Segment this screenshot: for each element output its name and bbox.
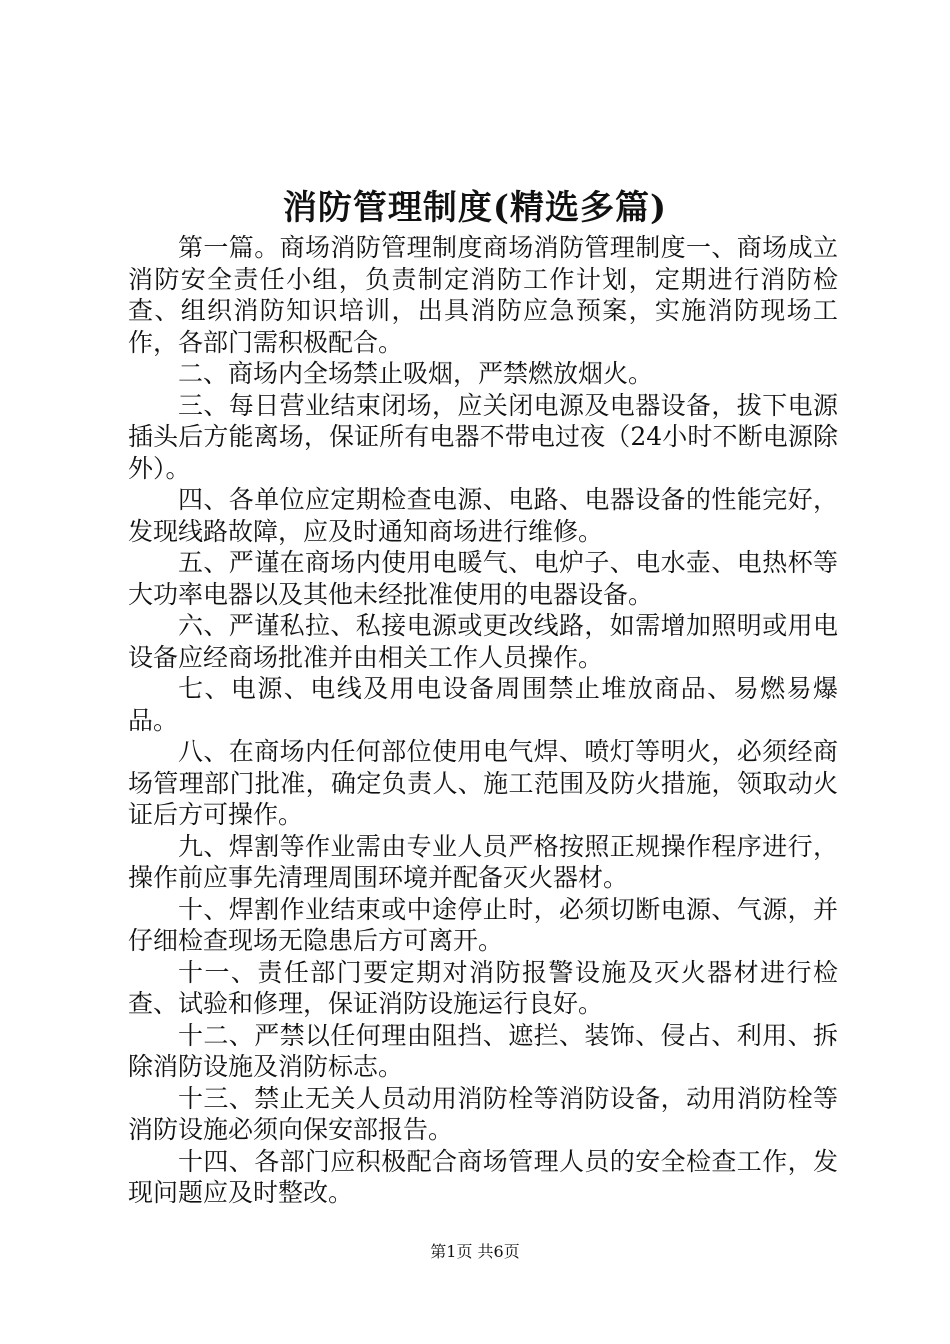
page-footer: 第1页 共6页 <box>430 1242 520 1261</box>
paragraph: 十二、严禁以任何理由阻挡、遮拦、装饰、侵占、利用、拆除消防设施及消防标志。 <box>128 1020 838 1081</box>
paragraph: 第一篇。商场消防管理制度商场消防管理制度一、商场成立消防安全责任小组，负责制定消防工作计划，定期进行消防检查、组织消防知识培训，出具消防应急预案，实施消防现场工作，各部门需积极配合。 <box>128 233 838 357</box>
paragraph: 十一、责任部门要定期对消防报警设施及灭火器材进行检查、试验和修理，保证消防设施运行良好。 <box>128 957 838 1018</box>
paragraph: 十三、禁止无关人员动用消防栓等消防设备，动用消防栓等消防设施必须向保安部报告。 <box>128 1083 838 1144</box>
document-body <box>128 232 838 1209</box>
paragraph: 七、电源、电线及用电设备周围禁止堆放商品、易燃易爆品。 <box>128 674 838 735</box>
paragraph: 十四、各部门应积极配合商场管理人员的安全检查工作，发现问题应及时整改。 <box>128 1146 838 1207</box>
paragraph: 二、商场内全场禁止吸烟，严禁燃放烟火。 <box>178 359 654 388</box>
paragraph: 八、在商场内任何部位使用电气焊、喷灯等明火，必须经商场管理部门批准，确定负责人、施工范围及防火措施，领取动火证后方可操作。 <box>128 737 838 829</box>
paragraph: 六、严谨私拉、私接电源或更改线路，如需增加照明或用电设备应经商场批准并由相关工作人员操作。 <box>128 611 838 672</box>
paragraph: 九、焊割等作业需由专业人员严格按照正规操作程序进行，操作前应事先清理周围环境并配备灭火器材。 <box>128 831 838 892</box>
paragraph: 五、严谨在商场内使用电暖气、电炉子、电水壶、电热杯等大功率电器以及其他未经批准使用的电器设备。 <box>128 548 838 609</box>
paragraph: 四、各单位应定期检查电源、电路、电器设备的性能完好，发现线路故障，应及时通知商场进行维修。 <box>128 485 838 546</box>
paragraph: 十、焊割作业结束或中途停止时，必须切断电源、气源，并仔细检查现场无隐患后方可离开。 <box>128 894 838 955</box>
document-title: 消防管理制度(精选多篇) <box>282 188 668 228</box>
paragraph: 三、每日营业结束闭场，应关闭电源及电器设备，拔下电源插头后方能离场，保证所有电器不带电过夜（24小时不断电源除外）。 <box>128 390 838 483</box>
